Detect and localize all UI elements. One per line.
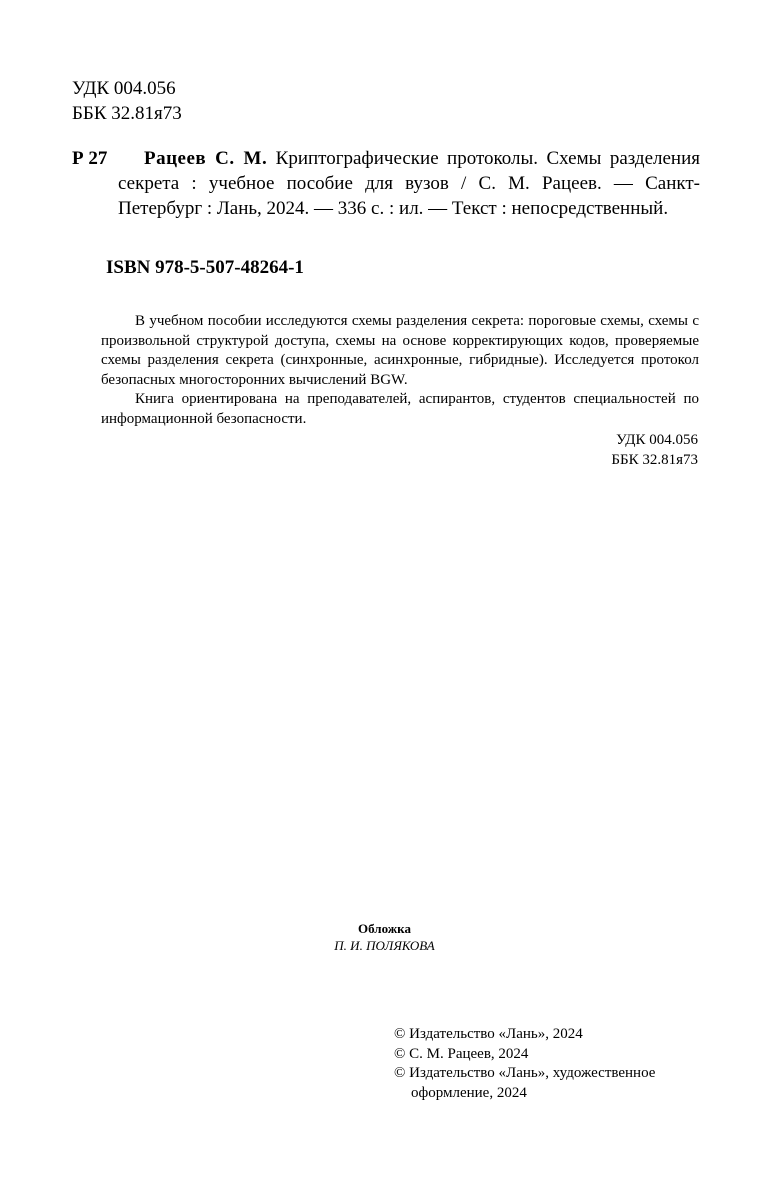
udk-code-bottom: УДК 004.056 xyxy=(616,432,698,448)
title-and-imprint: Криптографические протоколы. Схемы разделения секрета : учебное пособие для вузов / С. М. Рацеев. — Санкт-Петербург : Лань, 2024. — 336 с. : ил. — Текст : непосредственный. xyxy=(118,148,701,219)
copyright-block xyxy=(394,1025,655,1103)
copyright-line-author: © С. М. Рацеев, 2024 xyxy=(394,1045,529,1062)
bbk-code: ББК 32.81я73 xyxy=(72,103,182,124)
bibliographic-description xyxy=(118,146,700,221)
bibliographic-record xyxy=(72,146,700,221)
annotation xyxy=(101,312,699,429)
cover-credit xyxy=(0,920,769,954)
copyright-line-publisher: © Издательство «Лань», 2024 xyxy=(394,1026,583,1042)
isbn: ISBN 978-5-507-48264-1 xyxy=(106,257,304,278)
udk-code: УДК 004.056 xyxy=(72,78,176,99)
copyright-line-design-cont: оформление, 2024 xyxy=(411,1084,527,1101)
copyright-line-design: © Издательство «Лань», художественное xyxy=(394,1065,656,1081)
annotation-paragraph-2: Книга ориентирована на преподавателей, аспирантов, студентов специальностей по информационной безопасности. xyxy=(101,391,699,427)
annotation-paragraph-1: В учебном пособии исследуются схемы разделения секрета: пороговые схемы, схемы с произвольной структурой доступа, схемы на основе корректирующих кодов, проверяемые схемы разделения секрета (синхронные, асинхронные, гибридные). Исследуется протокол безопасных многосторонних вычислений BGW. xyxy=(101,313,699,388)
cover-label: Обложка xyxy=(358,921,411,936)
cover-designer: П. И. ПОЛЯКОВА xyxy=(334,938,435,953)
classification-codes-bottom xyxy=(611,431,698,470)
author-mark: Р 27 xyxy=(72,148,108,169)
bbk-code-bottom: ББК 32.81я73 xyxy=(611,451,698,468)
classification-codes-top xyxy=(72,76,182,126)
author-name: Рацеев С. М. xyxy=(144,148,268,169)
